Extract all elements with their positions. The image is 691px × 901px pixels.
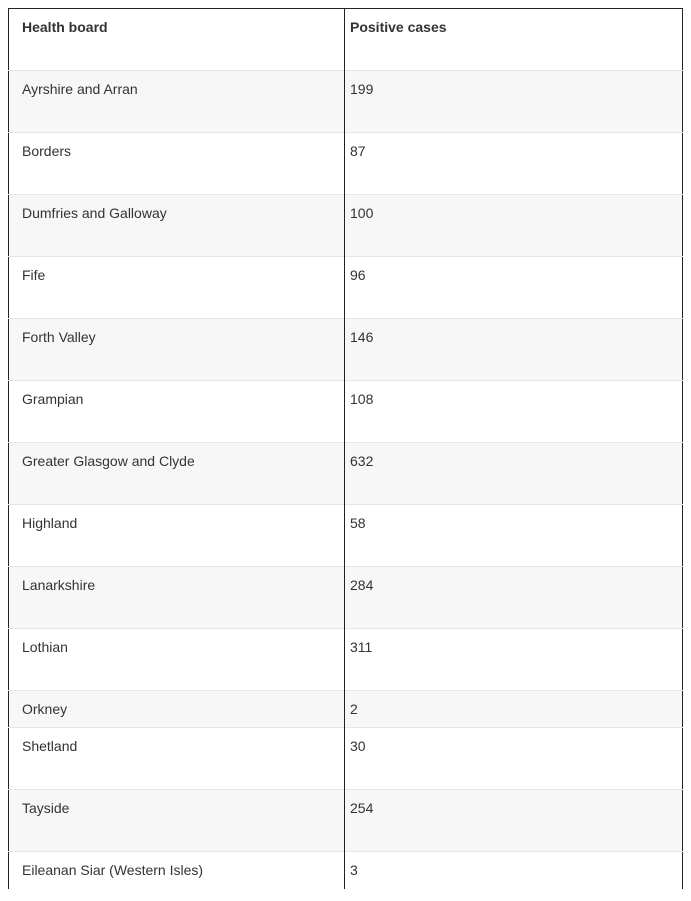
cell-positive-cases: 284: [350, 577, 374, 593]
cell-positive-cases: 96: [350, 267, 366, 283]
cell-positive-cases: 87: [350, 143, 366, 159]
cell-health-board: Tayside: [9, 790, 345, 852]
cell-positive-cases: 199: [350, 81, 374, 97]
table-row: [9, 257, 683, 319]
cell-positive-cases: 146: [350, 329, 374, 345]
table-row: [9, 505, 683, 567]
cell-health-board: Orkney: [9, 691, 345, 728]
cell-positive-cases: 100: [350, 205, 374, 221]
cell-positive-cases: 254: [350, 800, 374, 816]
cell-positive-cases: 2: [350, 701, 358, 717]
table-row: [9, 852, 683, 889]
cell-positive-cases: 30: [350, 738, 366, 754]
cell-health-board: Lanarkshire: [9, 567, 345, 629]
cell-positive-cases: 311: [350, 639, 373, 655]
table-row: [9, 691, 683, 728]
cell-health-board: Dumfries and Galloway: [9, 195, 345, 257]
table-row: [9, 567, 683, 629]
table-row: [9, 790, 683, 852]
header-health-board: Health board: [9, 9, 345, 71]
table-row: [9, 71, 683, 133]
cell-health-board: Highland: [9, 505, 345, 567]
cell-health-board: Shetland: [9, 728, 345, 790]
cell-health-board: Ayrshire and Arran: [9, 71, 345, 133]
header-positive-cases: Positive cases: [350, 19, 447, 35]
table-row: [9, 728, 683, 790]
cell-health-board: Greater Glasgow and Clyde: [9, 443, 345, 505]
cases-table-container: [8, 8, 682, 889]
cell-health-board: Eileanan Siar (Western Isles): [9, 852, 345, 889]
cell-positive-cases: 108: [350, 391, 374, 407]
cell-health-board: Fife: [9, 257, 345, 319]
table-row: [9, 381, 683, 443]
table-row: [9, 443, 683, 505]
table-row: [9, 195, 683, 257]
table-row: [9, 133, 683, 195]
table-row: [9, 319, 683, 381]
cell-health-board: Lothian: [9, 629, 345, 691]
cell-health-board: Forth Valley: [9, 319, 345, 381]
cell-positive-cases: 3: [350, 862, 358, 878]
cell-health-board: Grampian: [9, 381, 345, 443]
cell-positive-cases: 58: [350, 515, 366, 531]
positive-cases-table: [8, 8, 683, 889]
header-row: [9, 9, 683, 71]
cell-health-board: Borders: [9, 133, 345, 195]
cell-positive-cases: 632: [350, 453, 374, 469]
table-row: [9, 629, 683, 691]
